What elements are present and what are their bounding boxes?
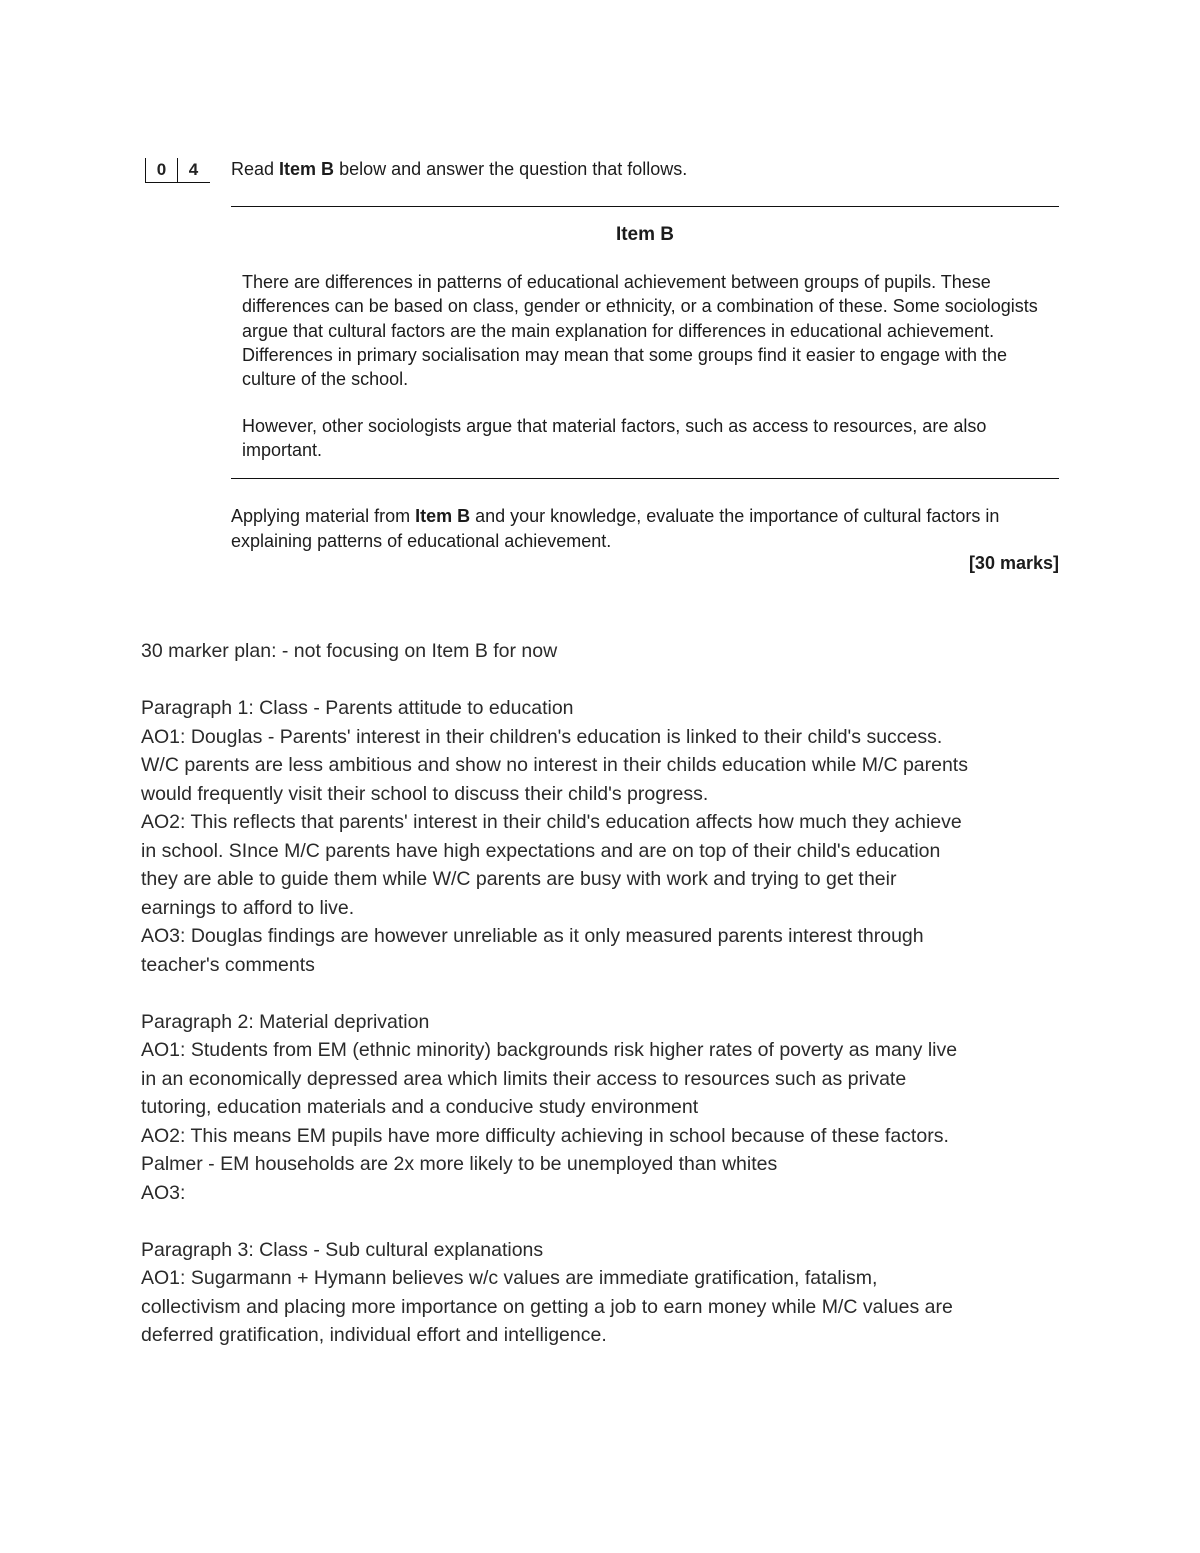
paragraph-2-line: in an economically depressed area which limits their access to resources such as private	[141, 1067, 907, 1090]
paragraph-1-line: in school. SInce M/C parents have high expectations and are on top of their child's education	[141, 839, 941, 862]
item-title: Item B	[615, 224, 675, 245]
paragraph-3-heading: Paragraph 3: Class - Sub cultural explanations	[141, 1238, 544, 1261]
question-number-digit-1: 0	[146, 158, 178, 182]
paragraph-2-heading: Paragraph 2: Material deprivation	[141, 1010, 430, 1033]
item-paragraph-1: There are differences in patterns of educational achievement between groups of pupils. These differences can be based on class, gender or ethnicity, or a combination of these. Some sociologists argue that cultural factors are the main explanation for differences in educational achievement. Differences in primary socialisation may mean that some groups find it easier to engage with the culture of the school.	[242, 272, 1038, 390]
paragraph-2-line: Palmer - EM households are 2x more likely to be unemployed than whites	[141, 1153, 778, 1175]
plan-intro: 30 marker plan: - not focusing on Item B for now	[141, 640, 558, 662]
paragraph-3-line: deferred gratification, individual effort and intelligence.	[141, 1324, 607, 1346]
question-number-digit-2: 4	[188, 160, 199, 179]
question-number	[145, 158, 210, 183]
paragraph-1-heading: Paragraph 1: Class - Parents attitude to education	[141, 697, 574, 719]
question-instruction	[231, 504, 1061, 553]
item-bottom-rule	[231, 478, 1059, 479]
paragraph-1-line: teacher's comments	[141, 953, 315, 976]
paragraph-2-line: AO2: This means EM pupils have more difficulty achieving in school because of these factors.	[141, 1124, 949, 1147]
paragraph-1-line: W/C parents are less ambitious and show no interest in their childs education while M/C parents	[141, 754, 968, 776]
spacer	[141, 979, 1071, 1008]
paragraph-1-line: would frequently visit their school to discuss their child's progress.	[141, 782, 709, 805]
marks-label: [30 marks]	[968, 553, 1059, 573]
paragraph-1-line: earnings to afford to live.	[141, 896, 355, 919]
paragraph-1-line: AO3: Douglas findings are however unreliable as it only measured parents interest through	[141, 925, 924, 947]
question-prompt	[231, 159, 687, 180]
paragraph-2-line: tutoring, education materials and a conducive study environment	[141, 1096, 699, 1118]
paragraph-2-line: AO1: Students from EM (ethnic minority) backgrounds risk higher rates of poverty as many live	[141, 1039, 958, 1061]
paragraph-2-line: AO3:	[141, 1181, 186, 1204]
instruction-end: and your knowledge, evaluate the importance of cultural factors in explaining patterns of educational achievement.	[231, 506, 1000, 551]
instruction-item-ref: Item B	[415, 506, 471, 526]
instruction-start: Applying material from	[231, 506, 416, 526]
paragraph-3-line: AO1: Sugarmann + Hymann believes w/c values are immediate gratification, fatalism,	[141, 1267, 878, 1289]
item-paragraph-2: However, other sociologists argue that material factors, such as access to resources, are also important.	[242, 416, 987, 461]
question-prompt-item-ref: Item B	[279, 159, 335, 179]
spacer	[141, 1207, 1071, 1236]
paragraph-1-line: they are able to guide them while W/C parents are busy with work and trying to get their	[141, 868, 897, 890]
question-prompt-start: Read	[231, 159, 280, 179]
spacer	[141, 666, 1071, 695]
paragraph-1-line: AO1: Douglas - Parents' interest in their children's education is linked to their child's success.	[141, 725, 943, 748]
item-top-rule	[231, 206, 1059, 207]
paragraph-1-line: AO2: This reflects that parents' interest in their child's education affects how much they achieve	[141, 811, 962, 833]
paragraph-3-line: collectivism and placing more importance on getting a job to earn money while M/C values are	[141, 1295, 953, 1318]
marker-plan-notes	[141, 637, 1071, 1350]
question-prompt-end: below and answer the question that follows.	[334, 159, 688, 179]
